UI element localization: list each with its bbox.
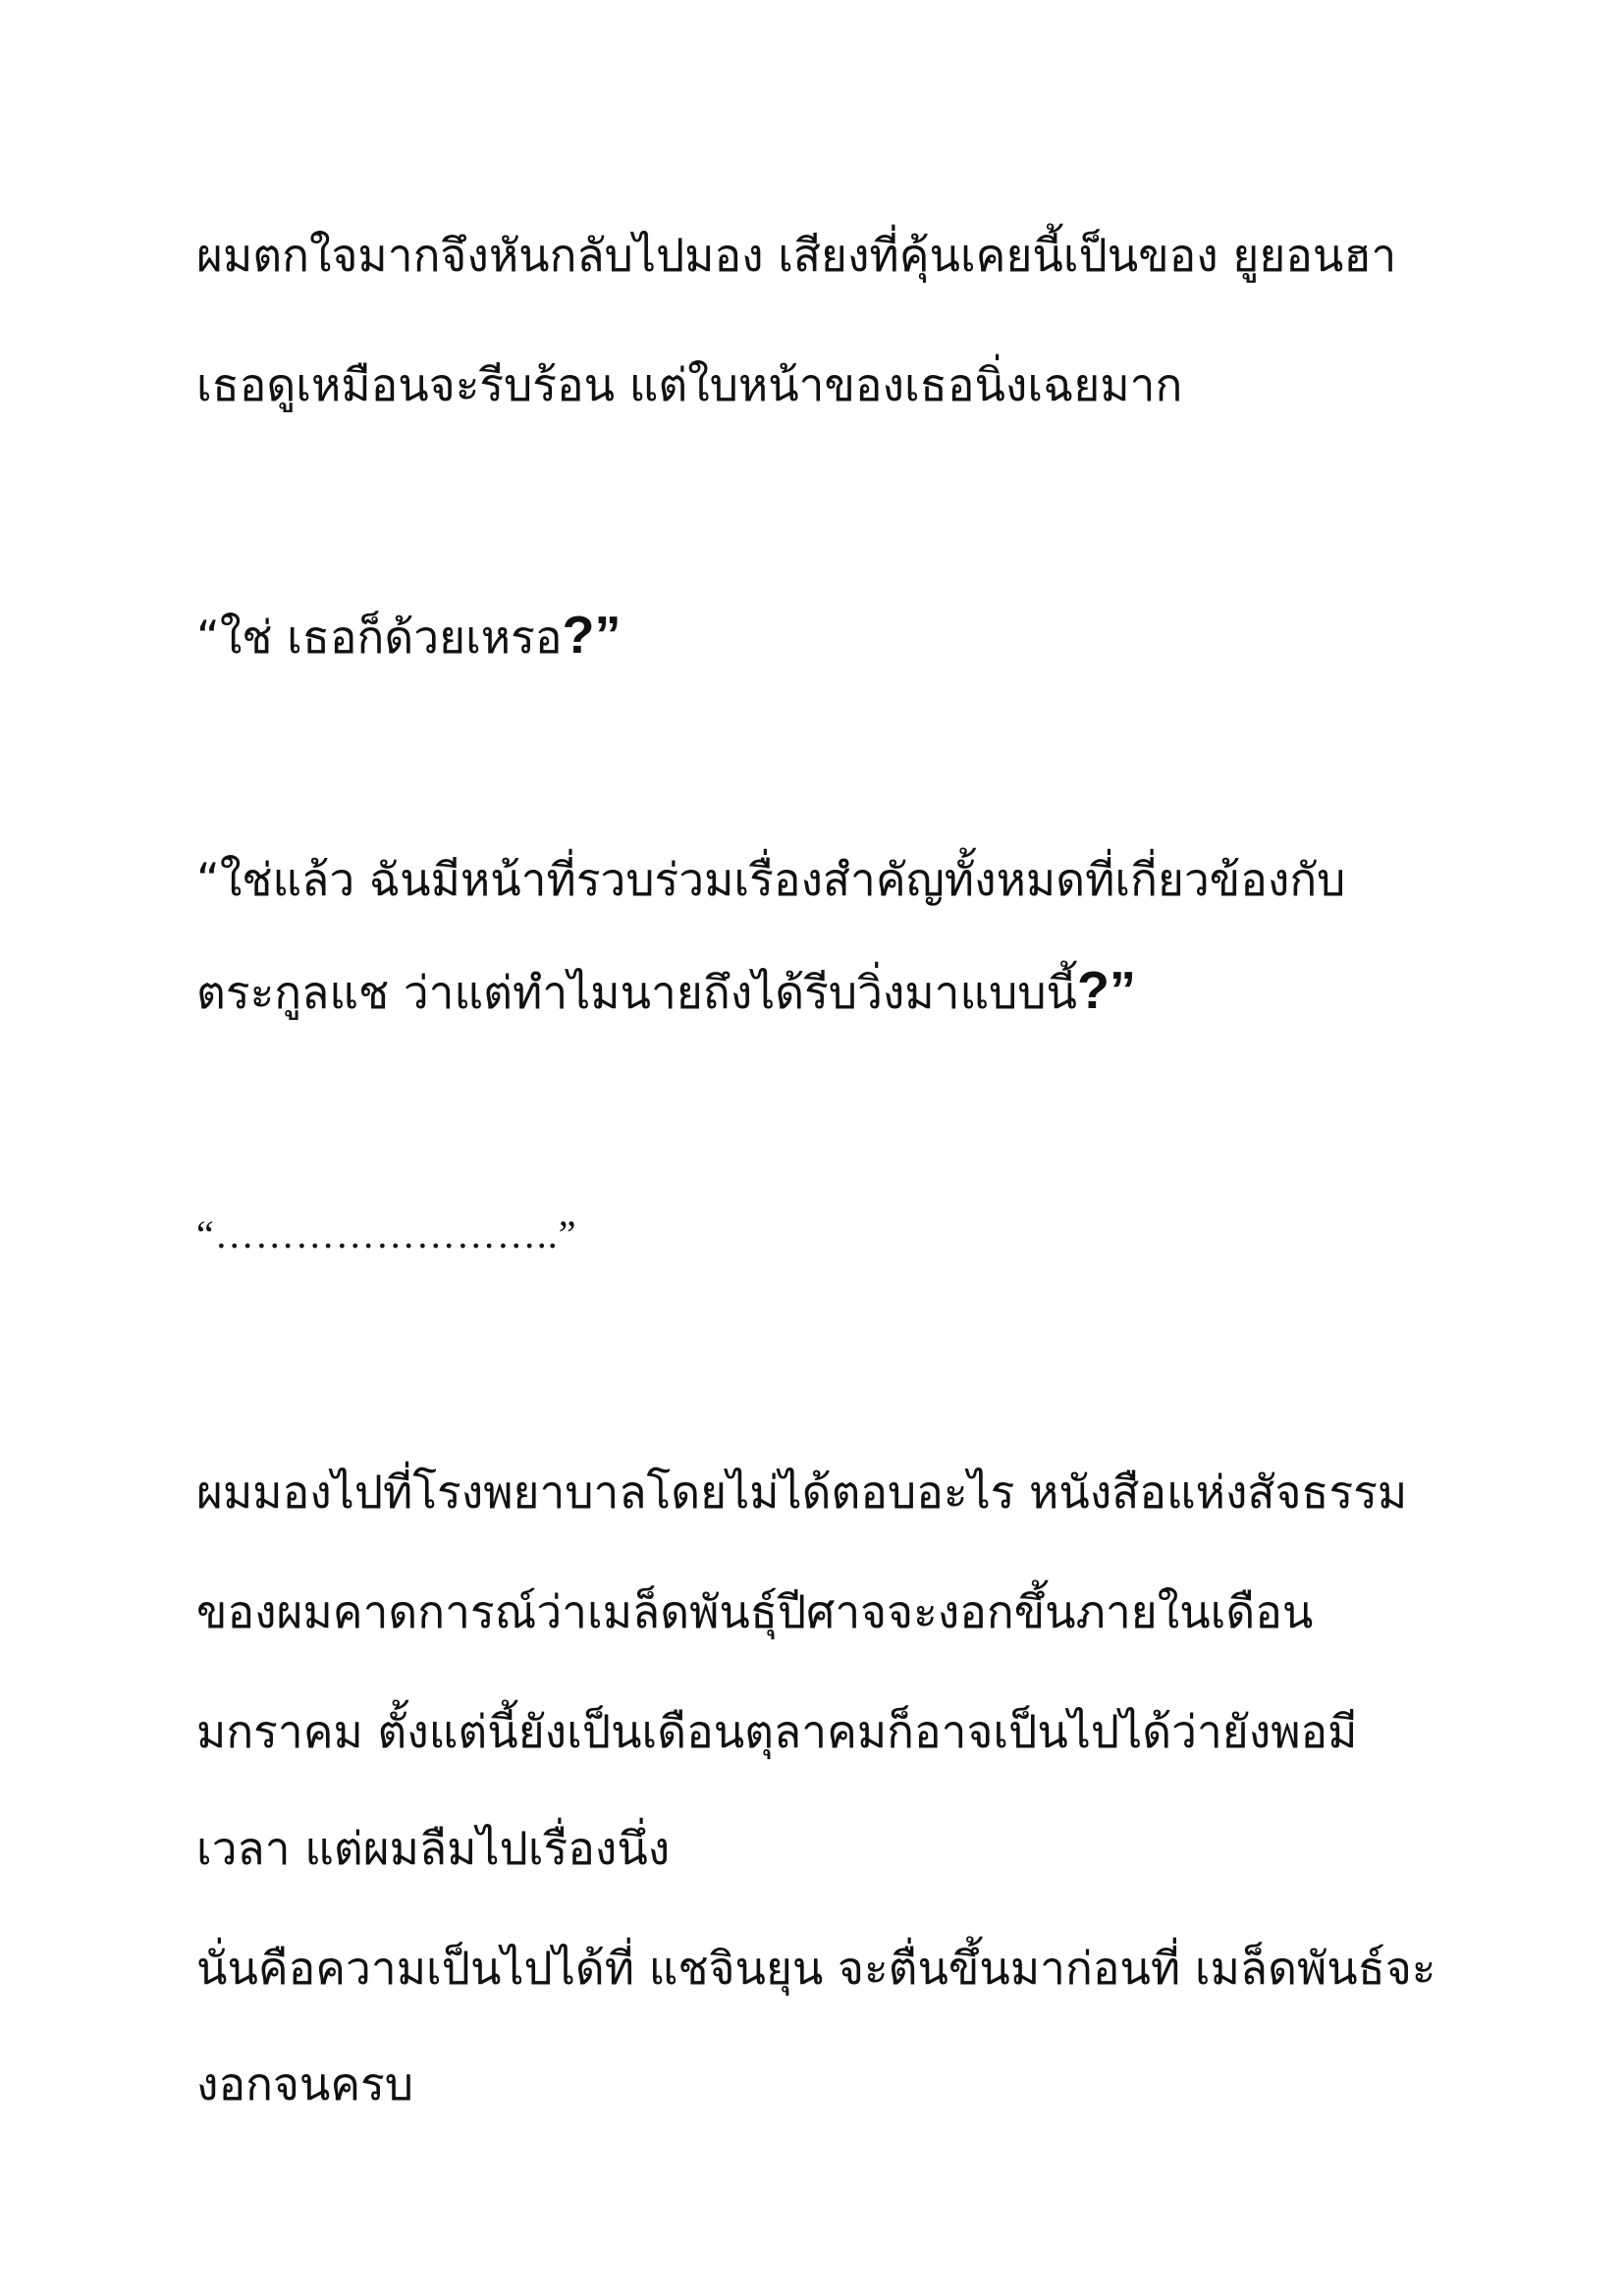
paragraph-1-line-1: ผมตกใจมากจึงหันกลับไปมอง เสียงที่คุ้นเคยนี้เป็นของ ยูยอนฮา <box>196 229 1397 282</box>
dialogue-1-end: ?” <box>562 606 622 665</box>
paragraph-3-line-1: นั่นคือความเป็นไปได้ที่ แชจินยุน จะตื่นขึ้นมาก่อนที่ เมล็ดพันธ์จะ <box>196 1942 1436 1995</box>
dialogue-1-text: “ใช่ เธอก็ด้วยเหรอ <box>196 611 563 664</box>
paragraph-3-line-2: งอกจนครบ <box>196 2057 414 2110</box>
dialogue-2-line-1: “ใช่แล้ว ฉันมีหน้าที่รวบร่วมเรื่องสำคัญทั้งหมดที่เกี่ยวข้องกับ <box>196 853 1346 906</box>
dialogue-2-end: ?” <box>1077 961 1136 1020</box>
paragraph-2-line-4: เวลา แต่ผมลืมไปเรื่องนึ่ง <box>196 1822 671 1875</box>
paragraph-2-line-2: ของผมคาดการณ์ว่าเมล็ดพันธุ์ปีศาจจะงอกขึ้นภายในเดือน <box>196 1585 1314 1638</box>
dialogue-3: “……………………..” <box>196 1212 577 1256</box>
dialogue-2-line-2 <box>196 961 1136 1022</box>
dialogue-1 <box>196 606 621 667</box>
paragraph-2-line-3: มกราคม ตั้งแต่นี้ยังเป็นเดือนตุลาคมก็อาจเป็นไปได้ว่ายังพอมี <box>196 1705 1358 1758</box>
paragraph-2-line-1: ผมมองไปที่โรงพยาบาลโดยไม่ได้ตอบอะไร หนังสือแห่งสัจธรรม <box>196 1466 1408 1519</box>
paragraph-1-line-2: เธอดูเหมือนจะรีบร้อน แต่ใบหน้าของเธอนิ่งเฉยมาก <box>196 358 1183 411</box>
dialogue-2-line-2-text: ตระกูลแช ว่าแต่ทำไมนายถึงได้รีบวิ่งมาแบบนี้ <box>196 966 1077 1019</box>
